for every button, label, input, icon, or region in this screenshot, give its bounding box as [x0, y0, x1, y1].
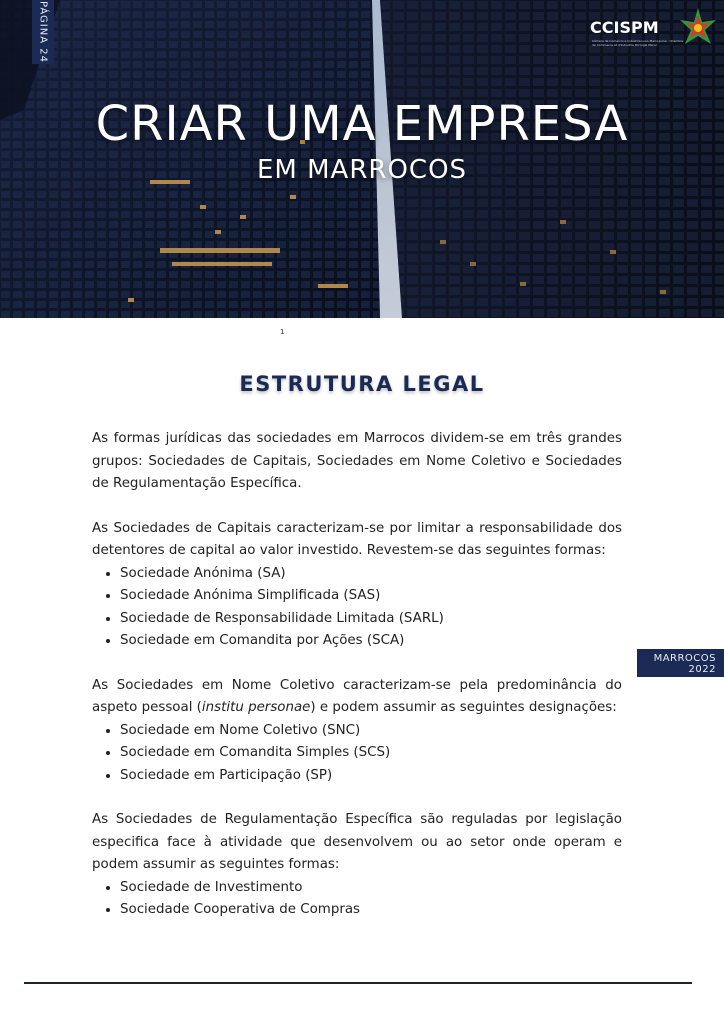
hero-subtitle: EM MARROCOS [256, 155, 468, 185]
list-item: • Sociedade de Investimento [120, 877, 622, 900]
list-item: • Sociedade Anónima Simplificada (SAS) [120, 585, 622, 608]
capitais-paragraph: As Sociedades de Capitais caracterizam-se por limitar a responsabilidade dos detentores de capital ao valor investido. Revestem-se das seguintes formas: [92, 520, 622, 558]
bottom-divider [24, 982, 692, 984]
footnote-mark: 1 [280, 328, 285, 336]
hero-title: CRIAR UMA EMPRESA [95, 96, 629, 152]
page-number-tab: PÁGINA 24 [32, 0, 54, 64]
intro-paragraph: As formas jurídicas das sociedades em Marrocos dividem-se em três grandes grupos: Sociedades de Capitais, Sociedades em Nome Coletivo e Sociedades de Regulamentação Específica. [92, 431, 622, 491]
list-item: • Sociedade Anónima (SA) [120, 563, 622, 586]
especifica-paragraph: As Sociedades de Regulamentação Específica são reguladas por legislação especifica face à atividade que desenvolvem ou ao setor onde operam e podem assumir as seguintes formas: [92, 812, 622, 872]
list-item: • Sociedade em Nome Coletivo (SNC) [120, 720, 622, 743]
coletivo-paragraph: As Sociedades em Nome Coletivo caracterizam-se pela predominância do aspeto pessoal (institu personae) e podem assumir as seguintes designações: [92, 677, 622, 715]
country-year-tab [637, 649, 724, 677]
especifica-list [92, 877, 622, 922]
logo-name: CCISPM [590, 18, 659, 37]
ccispm-logo [590, 6, 720, 54]
list-item: • Sociedade em Participação (SP) [120, 765, 622, 788]
list-item: • Sociedade de Responsabilidade Limitada (SARL) [120, 608, 622, 631]
year-label: 2022 [688, 664, 716, 675]
section-title: ESTRUTURA LEGAL [239, 372, 485, 396]
logo-subtitle: Câmara de Comércio e Indústria Luso-Marroquina · Chambre de Commerce et d'Industrie Portugal Maroc [592, 39, 684, 47]
coletivo-list [92, 720, 622, 788]
latin-term: institu personae [201, 700, 311, 715]
list-item: • Sociedade em Comandita por Ações (SCA) [120, 630, 622, 653]
country-label: MARROCOS [653, 653, 716, 664]
list-item: • Sociedade Cooperativa de Compras [120, 899, 622, 922]
article-body [92, 428, 622, 922]
star-emblem-icon [676, 6, 720, 50]
list-item: • Sociedade em Comandita Simples (SCS) [120, 742, 622, 765]
capitais-list [92, 563, 622, 653]
